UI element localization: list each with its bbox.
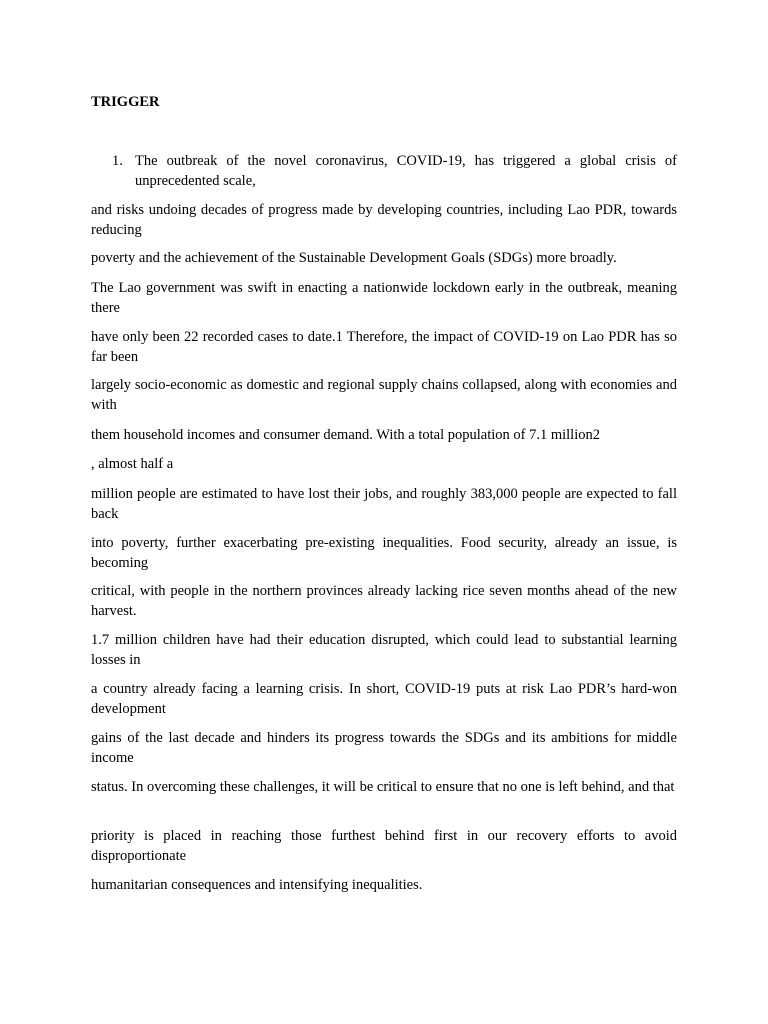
paragraph: status. In overcoming these challenges, it will be critical to ensure that no one is left behind, and that xyxy=(91,779,675,795)
paragraph: have only been 22 recorded cases to date.1 Therefore, the impact of COVID-19 on Lao PDR has so far been xyxy=(91,329,677,365)
numbered-list-item xyxy=(112,152,677,191)
paragraph: The Lao government was swift in enacting a nationwide lockdown early in the outbreak, meaning there xyxy=(91,280,677,316)
paragraph: poverty and the achievement of the Sustainable Development Goals (SDGs) more broadly. xyxy=(91,250,617,266)
paragraph: , almost half a xyxy=(91,456,174,472)
paragraph: priority is placed in reaching those furthest behind first in our recovery efforts to avoid disproportionate xyxy=(91,828,677,864)
paragraph: them household incomes and consumer demand. With a total population of 7.1 million2 xyxy=(91,427,600,443)
paragraph: a country already facing a learning crisis. In short, COVID-19 puts at risk Lao PDR’s hard-won development xyxy=(91,681,677,717)
paragraph: into poverty, further exacerbating pre-existing inequalities. Food security, already an issue, is becoming xyxy=(91,535,677,571)
paragraph: and risks undoing decades of progress made by developing countries, including Lao PDR, towards reducing xyxy=(91,202,677,238)
paragraph: humanitarian consequences and intensifying inequalities. xyxy=(91,877,423,893)
paragraph: million people are estimated to have lost their jobs, and roughly 383,000 people are expected to fall back xyxy=(91,486,677,522)
section-heading: TRIGGER xyxy=(91,94,160,110)
paragraph: gains of the last decade and hinders its progress towards the SDGs and its ambitions for middle income xyxy=(91,730,677,766)
list-item-text: The outbreak of the novel coronavirus, COVID-19, has triggered a global crisis of unprecedented scale, xyxy=(135,153,677,189)
list-number: 1. xyxy=(112,153,123,169)
paragraph: 1.7 million children have had their education disrupted, which could lead to substantial learning losses in xyxy=(91,632,677,668)
paragraph: largely socio-economic as domestic and regional supply chains collapsed, along with economies and with xyxy=(91,377,677,413)
paragraph: critical, with people in the northern provinces already lacking rice seven months ahead of the new harvest. xyxy=(91,583,677,619)
